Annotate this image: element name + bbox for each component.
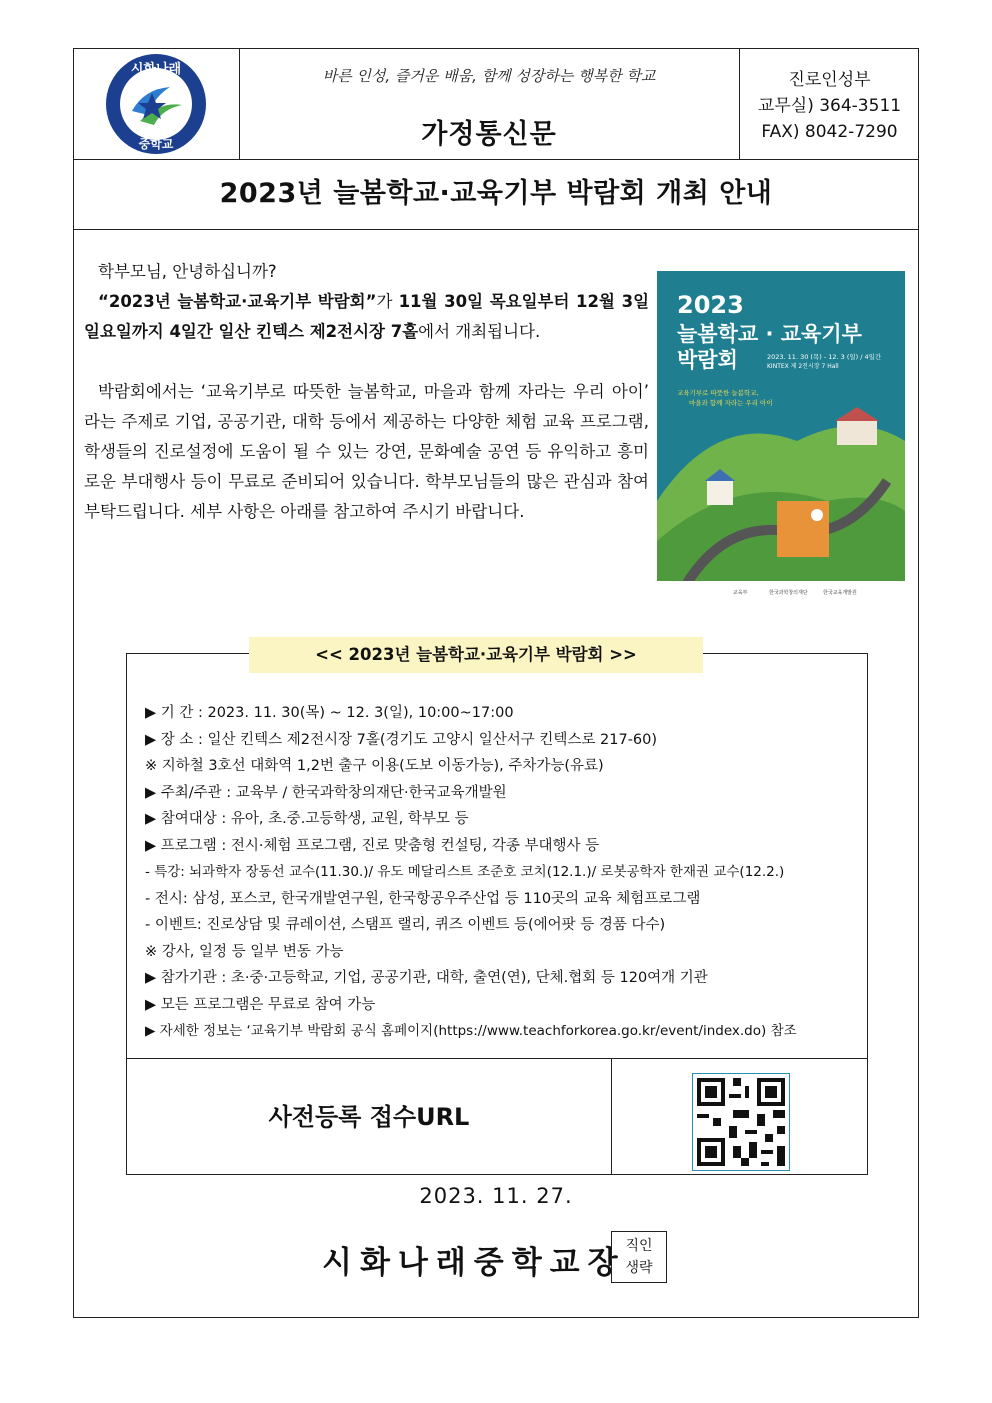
poster-year: 2023 [677, 291, 744, 319]
principal-name: 시화나래중학교장 [322, 1245, 626, 1281]
expo-poster [657, 271, 905, 601]
document-title: 2023년 늘봄학교·교육기부 박람회 개최 안내 [74, 159, 918, 230]
department: 진로인성부 [788, 70, 871, 90]
svg-text:시화나래: 시화나래 [130, 62, 182, 77]
info-line: ※ 지하철 3호선 대화역 1,2번 출구 이용(도보 이동가능), 주차가능(유료) [145, 758, 604, 774]
body-text [84, 257, 649, 527]
school-motto: 바른 인성, 즐거운 배움, 함께 성장하는 행복한 학교 [322, 67, 656, 85]
p1-end: 에서 개최됩니다. [418, 322, 541, 341]
expo-schedule: 11월 30일 목요일부터 12월 3일 일요일까지 4일간 일산 킨텍스 제2전시장 7홀 [84, 292, 650, 341]
info-line: - 전시: 삼성, 포스코, 한국개발연구원, 한국항공우주산업 등 110곳의 교육 체험프로그램 [145, 890, 701, 907]
poster-illustration [657, 271, 905, 601]
poster-sponsor1: 교육부 [733, 590, 748, 596]
newsletter-title: 가정통신문 [421, 119, 557, 150]
registration-row [127, 1058, 867, 1175]
info-line: ※ 강사, 일정 등 일부 변동 가능 [145, 943, 344, 960]
expo-name: “2023년 늘봄학교·교육기부 박람회” [98, 292, 377, 311]
spacer [84, 347, 649, 377]
school-logo [74, 49, 239, 159]
poster-venue: KINTEX 제 2전시장 7 Hall [767, 363, 839, 370]
header-title-cell [239, 49, 740, 159]
info-line: ▶ 자세한 정보는 ‘교육기부 박람회 공식 홈페이지(https://www.teachforkorea.go.kr/event/index.do) 참조 [145, 1023, 797, 1039]
svg-text:중학교: 중학교 [138, 137, 174, 151]
seal-omitted-box [611, 1231, 667, 1283]
info-line: ▶ 장 소 : 일산 킨텍스 제2전시장 7홀(경기도 고양시 일산서구 킨텍스로 217-60) [145, 731, 658, 748]
qr-code-graphic [693, 1074, 789, 1170]
paragraph-1 [84, 287, 649, 347]
info-list [145, 700, 865, 1045]
qr-code-icon[interactable] [692, 1073, 790, 1171]
poster-slogan2: 마을과 함께 자라는 우리 아이 [689, 399, 773, 407]
contact-cell [739, 49, 920, 159]
expo-info-box [126, 645, 868, 1175]
poster-title: 늘봄학교 · 교육기부 [677, 322, 862, 346]
document-frame [73, 48, 919, 1318]
info-line: ▶ 기 간 : 2023. 11. 30(목) ~ 12. 3(일), 10:00~17:00 [145, 705, 514, 721]
poster-title2: 박람회 [677, 348, 738, 372]
registration-label: 사전등록 접수URL [127, 1059, 612, 1175]
info-line: ▶ 참가기관 : 초·중·고등학교, 기업, 공공기관, 대학, 출연(연), 단체.협회 등 120여개 기관 [145, 970, 708, 986]
info-line: ▶ 주최/주관 : 교육부 / 한국과학창의재단·한국교육개발원 [145, 784, 507, 801]
info-line: - 이벤트: 진로상담 및 큐레이션, 스탬프 랠리, 퀴즈 이벤트 등(에어팟 등 경품 다수) [145, 917, 666, 933]
office-phone: 교무실) 364-3511 [757, 96, 902, 116]
info-line: ▶ 모든 프로그램은 무료로 참여 가능 [145, 996, 376, 1013]
issue-date: 2023. 11. 27. [419, 1184, 573, 1208]
fax-number: FAX) 8042-7290 [761, 122, 898, 142]
info-banner: << 2023년 늘봄학교·교육기부 박람회 >> [249, 637, 703, 673]
poster-dates: 2023. 11. 30 (목) - 12. 3 (일) / 4일간 [767, 353, 882, 361]
header [74, 49, 918, 160]
info-line: ▶ 프로그램 : 전시·체험 프로그램, 진로 맞춤형 컨설팅, 각종 부대행사 등 [145, 837, 600, 854]
p1-connector: 가 [376, 292, 399, 311]
logo-cell [74, 49, 240, 159]
info-line: ▶ 참여대상 : 유아, 초.중.고등학생, 교원, 학부모 등 [145, 811, 469, 827]
poster-sponsor3: 한국교육개발원 [823, 590, 857, 596]
seal-line2: 생략 [625, 1260, 653, 1276]
info-line: - 특강: 뇌과학자 장동선 교수(11.30.)/ 유도 메달리스트 조준호 코치(12.1.)/ 로봇공학자 한재권 교수(12.2.) [145, 864, 785, 880]
poster-sponsor2: 한국과학창의재단 [769, 590, 808, 596]
seal-line1: 직인 [625, 1238, 653, 1254]
paragraph-2: 박람회에서는 ‘교육기부로 따뜻한 늘봄학교, 마을과 함께 자라는 우리 아이’ 라는 주제로 기업, 공공기관, 대학 등에서 제공하는 다양한 체험 교육 프로그램, 학생들의 진로설정에 도움이 될 수 있는 강연, 문화예술 공연 등 유익하고 흥미로운 부대행사 등이 무료로 준비되어 있습니다. 학부모님들의 많은 관심과 참여 부탁드립니다. 세부 사항은 아래를 참고하여 주시기 바랍니다. [84, 382, 649, 521]
poster-slogan1: 교육기부로 따뜻한 늘봄학교, [677, 389, 759, 397]
greeting: 학부모님, 안녕하십니까? [98, 262, 277, 281]
